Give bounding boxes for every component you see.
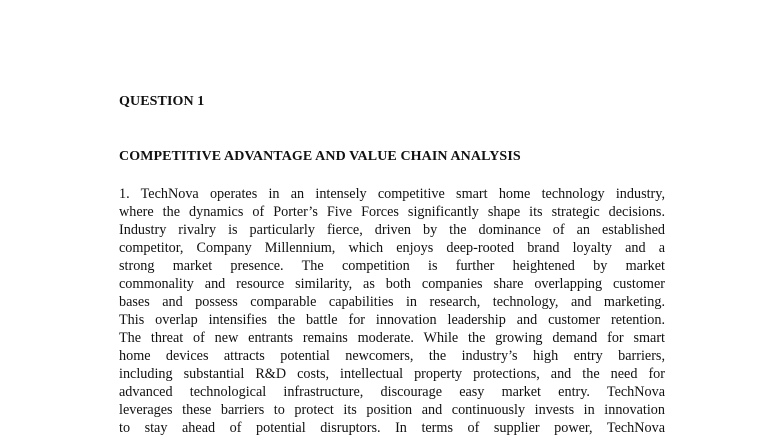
- paragraph-line: Industry rivalry is particularly fierce, driven by the dominance of an established: [119, 222, 665, 238]
- paragraph-line: to stay ahead of potential disruptors. In terms of supplier power, TechNova: [119, 420, 665, 436]
- paragraph-line: bases and possess comparable capabilities in research, technology, and marketing.: [119, 294, 665, 310]
- paragraph-line: commonality and resource similarity, as both companies share overlapping customer: [119, 276, 665, 292]
- paragraph-line: strong market presence. The competition is further heightened by market: [119, 258, 665, 274]
- paragraph-line: where the dynamics of Porter’s Five Forces significantly shape its strategic decisions.: [119, 204, 665, 220]
- paragraph-line: competitor, Company Millennium, which enjoys deep-rooted brand loyalty and a: [119, 240, 665, 256]
- paragraph-line: leverages these barriers to protect its position and continuously invests in innovation: [119, 402, 665, 418]
- paragraph-line: including substantial R&D costs, intellectual property protections, and the need for: [119, 366, 665, 382]
- question-heading: QUESTION 1: [119, 94, 205, 109]
- paragraph-line: advanced technological infrastructure, discourage easy market entry. TechNova: [119, 384, 665, 400]
- paragraph-line: The threat of new entrants remains moderate. While the growing demand for smart: [119, 330, 665, 346]
- body-paragraph: [119, 185, 665, 437]
- paragraph-line: 1. TechNova operates in an intensely competitive smart home technology industry,: [119, 186, 665, 202]
- paragraph-line: This overlap intensifies the battle for innovation leadership and customer retention.: [119, 312, 665, 328]
- paragraph-line: home devices attracts potential newcomers, the industry’s high entry barriers,: [119, 348, 665, 364]
- section-heading: COMPETITIVE ADVANTAGE AND VALUE CHAIN ANALYSIS: [119, 149, 521, 164]
